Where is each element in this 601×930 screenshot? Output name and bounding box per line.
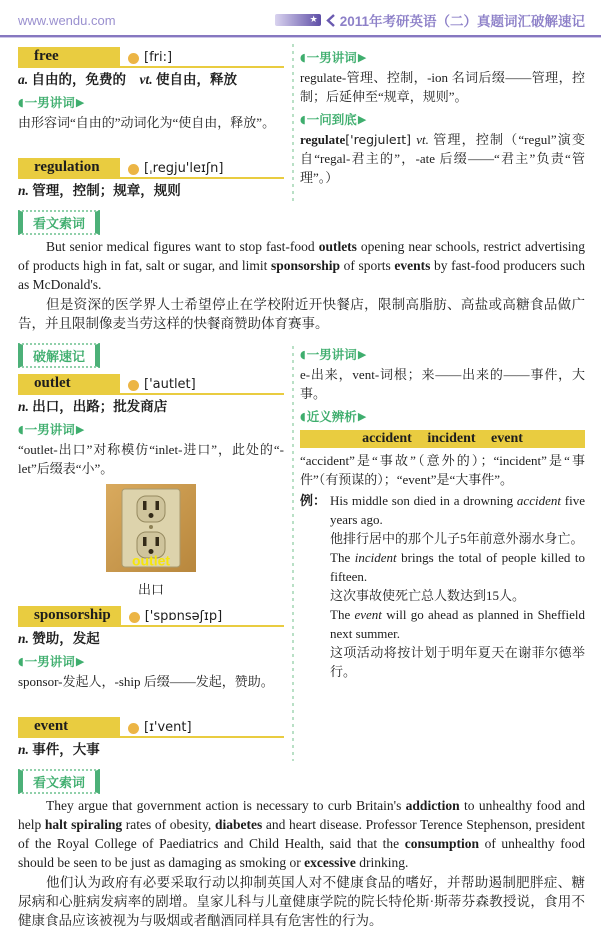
section-top-left-column (18, 41, 284, 202)
lecture-note: e-出来，vent-词根；来——出来的——事件，大事。 (300, 367, 585, 401)
chevron-left-icon (326, 14, 335, 27)
section-middle-left-column (18, 343, 284, 761)
outlet-photo (106, 484, 196, 577)
headword-event (18, 717, 284, 738)
passage-english: But senior medical figures want to stop fast-food outlets opening near schools, restrict advertising of products high in fat, salt or sugar, and limit sponsorship of sports events by fast-food producers such as McDonald's. (18, 239, 585, 292)
column-divider (292, 44, 294, 202)
lecture-note: 由形容词“自由的”动词化为“使自由，释放”。 (18, 115, 276, 130)
synonym-explanation: “accident”是“事故”（意外的）；“incident”是“事件”（有预谋的）；“event”是“大事件”。 (300, 453, 585, 487)
tag-right-arrow-icon: ▶ (75, 95, 85, 109)
lecture-tag (300, 345, 585, 363)
tag-left-bracket-icon: ◖ (18, 95, 24, 109)
example-content (330, 491, 585, 681)
page-title: 2011年考研英语（二）真题词汇破解速记 (339, 14, 585, 29)
section-middle (0, 339, 601, 761)
word-definition: n. 事件，大事 (18, 742, 100, 757)
tag-right-arrow-icon: ▶ (357, 409, 367, 423)
tag-label: 一男讲词 (306, 348, 357, 362)
tag-left-bracket-icon: ◖ (300, 112, 306, 126)
headword-pron: ['autlet] (144, 377, 196, 392)
mnemonic-tag: 破解速记 (18, 343, 100, 368)
tag-label: 一男讲词 (24, 96, 75, 110)
example-sentence-zh: 这项活动将按计划于明年夏天在谢菲尔德举行。 (330, 645, 585, 679)
word-definition: n. 管理，控制；规章，规则 (18, 183, 181, 198)
synonym-words-bar: accident incident event (300, 430, 585, 448)
headword-free (18, 47, 284, 68)
lecture-tag (18, 93, 284, 111)
word-definition: n. 出口，出路；批发商店 (18, 399, 168, 414)
lecture-note: sponsor-发起人，-ship 后缀——发起，赞助。 (18, 674, 274, 689)
headword-bar: outlet (18, 374, 120, 393)
outlet-photo-label: outlet (131, 552, 171, 569)
header-title-group (275, 10, 585, 30)
headword-sponsorship (18, 606, 284, 627)
passage-chinese: 他们认为政府有必要采取行动以抑制英国人对不健康食品的嗜好，并帮助遏制肥胖症、糖尿病和心脏病发病率的剧增。皇家儿科与儿童健康学院的院长特伦斯·斯蒂芬森教授说，食用不健康食品应该被视为与吸烟或者酗酒同样具有危害性的行为。 (18, 875, 585, 928)
passage-english: They argue that government action is necessary to curb Britain's addiction to unhealthy food and help halt spiraling rates of obesity, diabetes and heart disease. Professor Terence Stephenson, president of the Royal College of Paediatrics and Child Health, said that the consumption of unhealthy food should be seen to be just as damaging as smoking or excessive drinking. (18, 798, 585, 870)
lecture-note: regulate-管理、控制，-ion 名词后缀——管理，控制；后延伸至“规章，规则”。 (300, 70, 585, 104)
lecture-note: “outlet-出口”对称模仿“inlet-进口”，此处的“-let”后缀表“小”。 (18, 442, 284, 476)
headword-pron: ['spɒnsəʃɪp] (144, 609, 223, 624)
synonym-tag (300, 407, 585, 425)
lecture-tag (300, 48, 585, 66)
lecture-tag (18, 420, 284, 438)
bullet-circle-icon (128, 53, 139, 64)
tag-left-bracket-icon: ◖ (18, 422, 24, 436)
site-url: www.wendu.com (18, 12, 116, 28)
passage-tag-row (0, 202, 601, 237)
tag-label: 近义辨析 (306, 410, 357, 424)
example-sentence-zh: 这次事故使死亡总人数达到15人。 (330, 588, 526, 603)
example-sentence-zh: 他排行居中的那个儿子5年前意外溺水身亡。 (330, 531, 584, 546)
passage-tag: 看文索词 (18, 210, 100, 235)
image-caption: 出口 (137, 582, 164, 597)
tag-right-arrow-icon: ▶ (75, 422, 85, 436)
example-label: 例： (300, 493, 327, 508)
headword-regulation (18, 158, 284, 179)
tag-left-bracket-icon: ◖ (300, 50, 306, 64)
section-top (0, 37, 601, 202)
tag-left-bracket-icon: ◖ (300, 409, 306, 423)
bullet-circle-icon (129, 612, 140, 623)
tag-right-arrow-icon: ▶ (357, 50, 367, 64)
passage-chinese: 但是资深的医学界人士希望停止在学校附近开快餐店，限制高脂肪、高盐或高糖食品做广告，并且限制像麦当劳这样的快餐商赞助体育赛事。 (18, 297, 585, 331)
tag-left-bracket-icon: ◖ (18, 654, 24, 668)
headword-bar: regulation (18, 158, 120, 177)
section-middle-right-column (300, 343, 585, 761)
tag-left-bracket-icon: ◖ (300, 347, 306, 361)
headword-outlet (18, 374, 284, 395)
question-note: regulate['regjuleɪt] vt. 管理，控制（“regul”演变自“regal-君主的”，-ate 后缀——“君主”负责“管理”。） (300, 132, 585, 185)
bullet-circle-icon (128, 723, 139, 734)
headword-pron: [ˌregju'leɪʃn] (144, 161, 224, 176)
bullet-circle-icon (128, 380, 139, 391)
section-top-right-column (300, 41, 585, 202)
question-tag (300, 110, 585, 128)
tag-right-arrow-icon: ▶ (357, 112, 367, 126)
passage-tag-row (0, 761, 601, 796)
word-definition: a. 自由的，免费的 vt. 使自由，释放 (18, 72, 237, 87)
ribbon-icon (275, 14, 321, 26)
tag-label: 一男讲词 (306, 51, 357, 65)
example-sentence-en: The event will go ahead as planned in Sheffield next summer. (330, 607, 585, 641)
column-divider (292, 346, 294, 761)
example-sentence-en: The incident brings the total of people killed to fifteen. (330, 550, 586, 584)
headword-bar: free (18, 47, 120, 66)
headword-bar: event (18, 717, 120, 736)
example-sentence-en: His middle son died in a drowning accident five years ago. (330, 493, 585, 527)
bullet-circle-icon (128, 164, 139, 175)
passage-tag: 看文索词 (18, 769, 100, 794)
page-header (0, 0, 601, 35)
word-definition: n. 赞助，发起 (18, 631, 100, 646)
example-block (300, 491, 585, 681)
headword-pron: [fri:] (144, 50, 173, 65)
headword-pron: [ɪ'vent] (144, 720, 192, 735)
tag-right-arrow-icon: ▶ (75, 654, 85, 668)
tag-right-arrow-icon: ▶ (357, 347, 367, 361)
headword-bar: sponsorship (18, 606, 121, 625)
lecture-tag (18, 652, 284, 670)
star-icon: ★ (309, 14, 318, 25)
tag-label: 一男讲词 (24, 655, 75, 669)
tag-label: 一问到底 (306, 113, 357, 127)
tag-label: 一男讲词 (24, 423, 75, 437)
